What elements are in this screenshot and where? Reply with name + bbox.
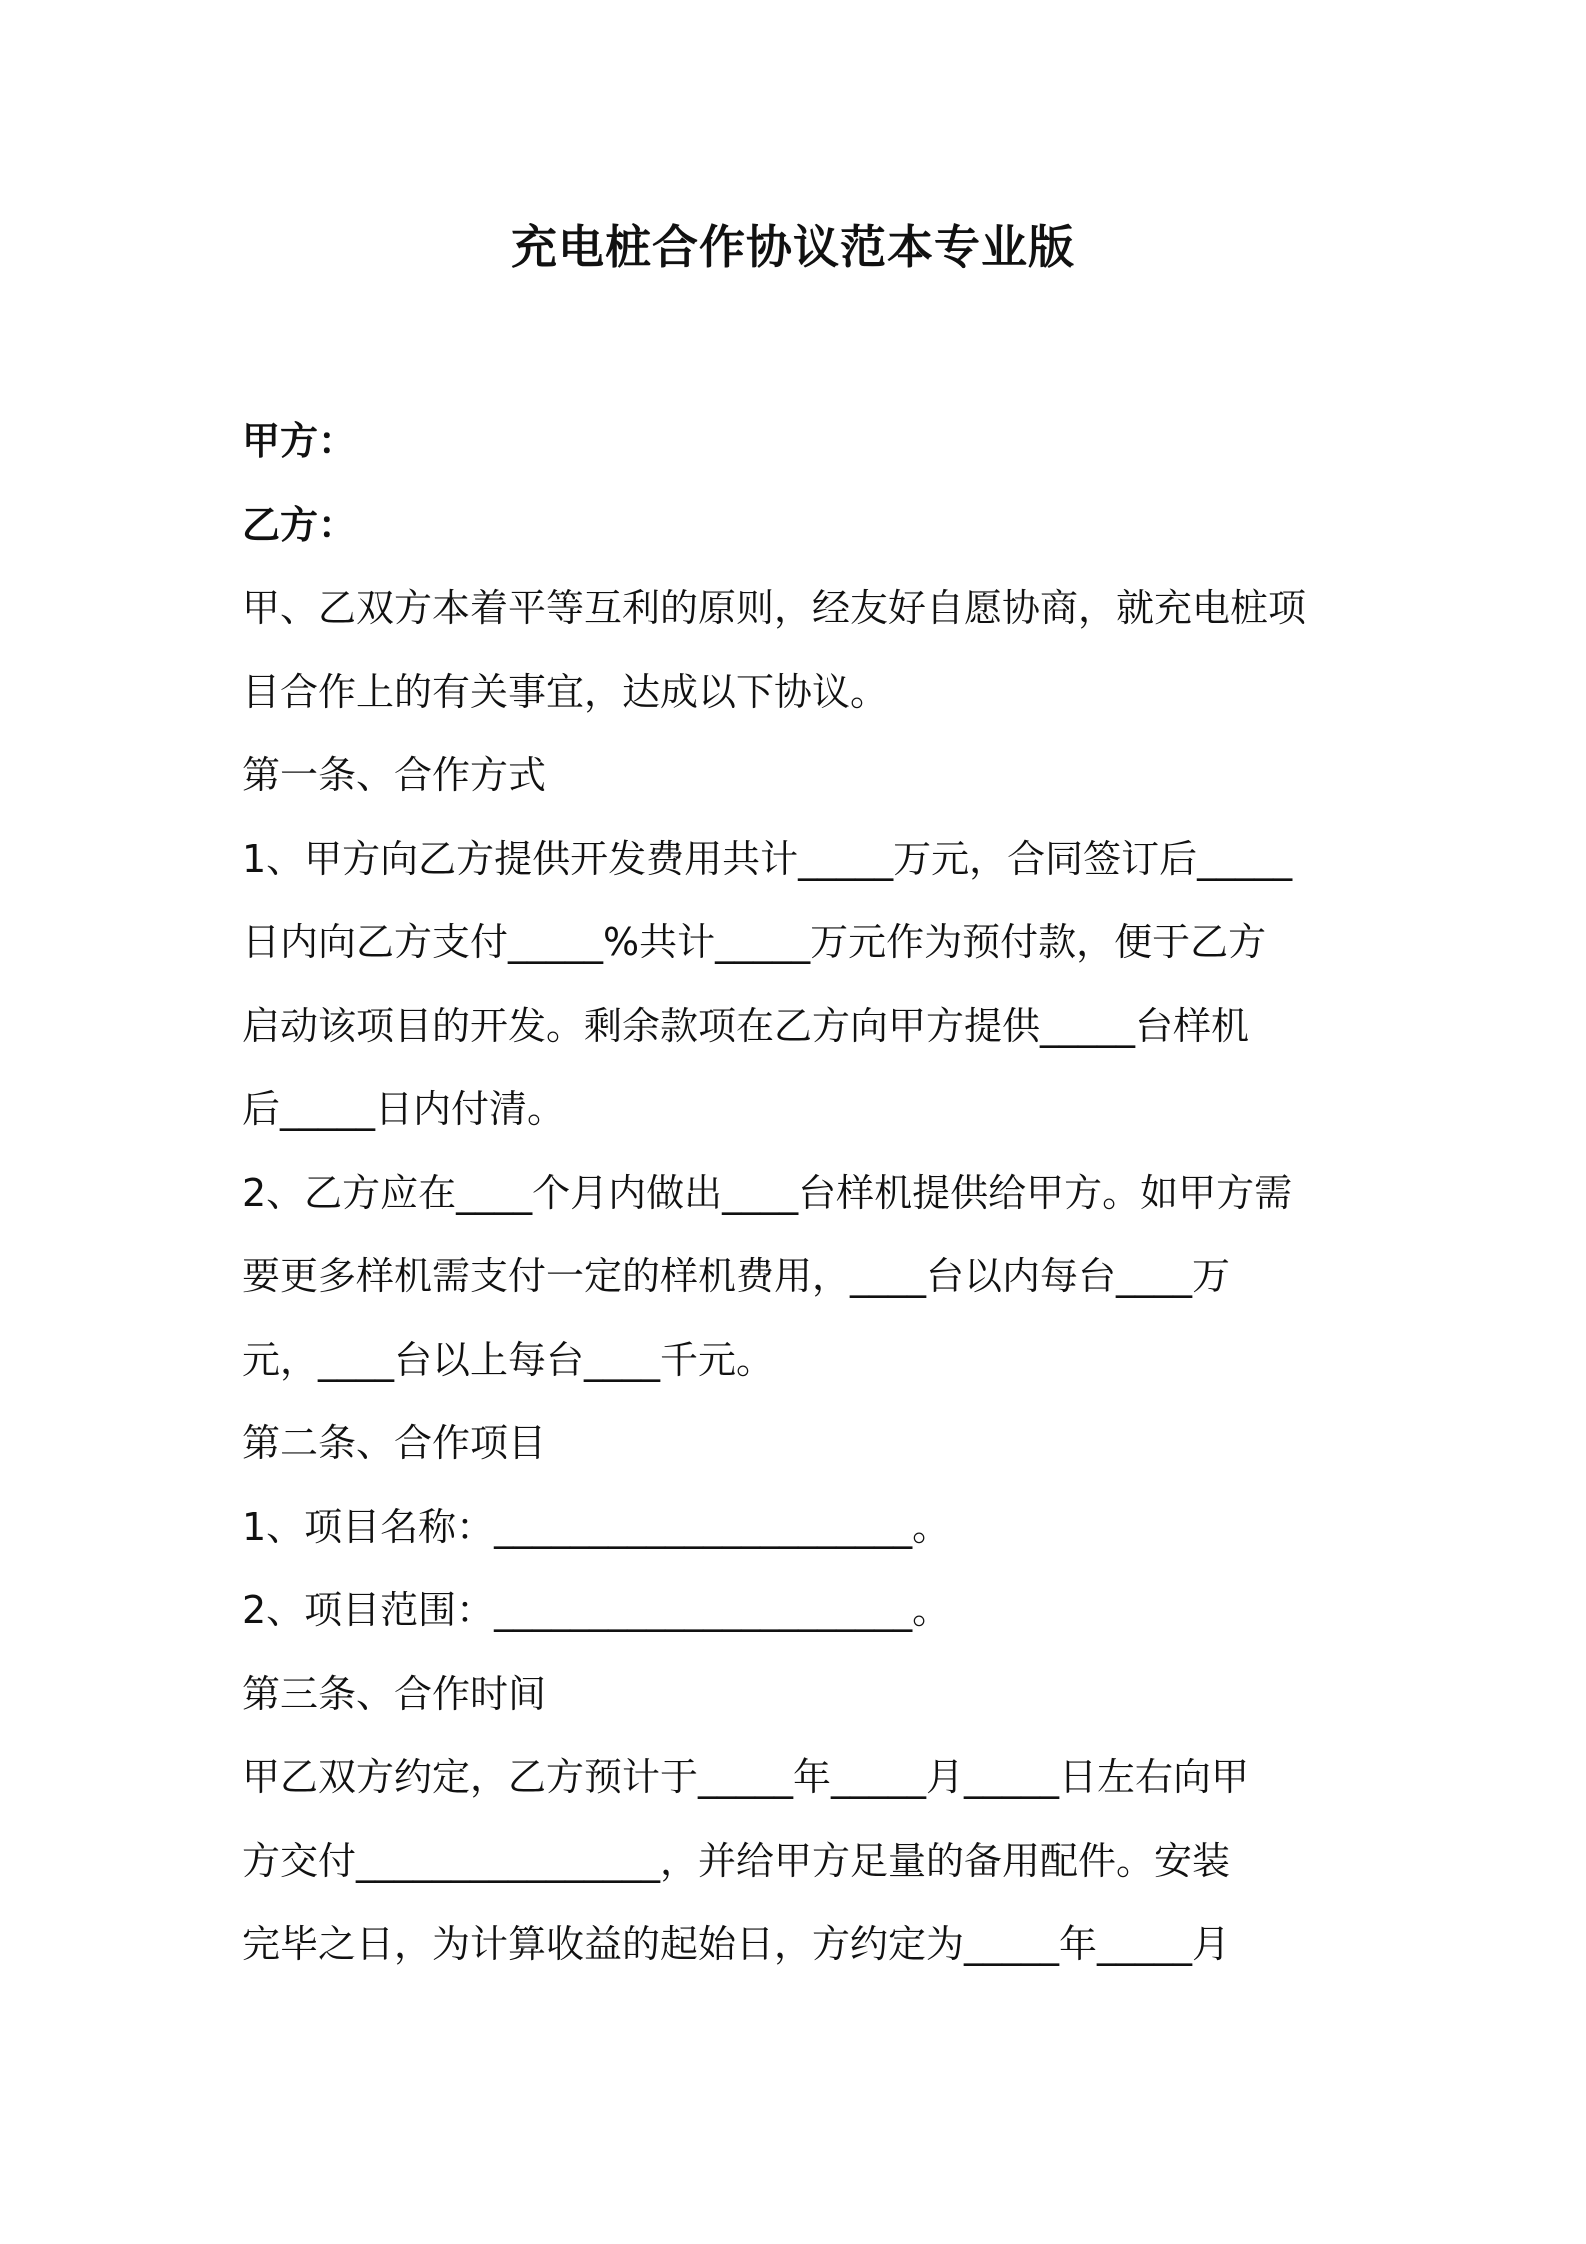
article-1-clause-2-line-1: 2、乙方应在____个月内做出____台样机提供给甲方。如甲方需 — [242, 1170, 1293, 1215]
article-1-clause-1-line-3: 启动该项目的开发。剩余款项在乙方向甲方提供_____台样机 — [242, 1003, 1250, 1048]
project-name-line: 1、项目名称：______________________。 — [242, 1504, 951, 1549]
document-title: 充电桩合作协议范本专业版 — [511, 220, 1075, 274]
article-3-line-3: 完毕之日，为计算收益的起始日，方约定为_____年_____月 — [242, 1922, 1231, 1966]
article-1-clause-2-line-2: 要更多样机需支付一定的样机费用，____台以内每台____万 — [242, 1254, 1231, 1298]
party-b-label: 乙方： — [242, 502, 357, 547]
article-2-heading: 第二条、合作项目 — [242, 1421, 547, 1465]
party-a-label: 甲方： — [242, 419, 357, 463]
preamble-line-2: 目合作上的有关事宜，达成以下协议。 — [242, 669, 889, 714]
article-1-clause-1-line-2: 日内向乙方支付_____%共计_____万元作为预付款，便于乙方 — [242, 920, 1267, 964]
article-1-clause-2-line-3: 元，____台以上每台____千元。 — [242, 1337, 775, 1382]
article-1-heading: 第一条、合作方式 — [242, 753, 547, 797]
document-body — [242, 400, 1354, 1987]
project-scope-line: 2、项目范围：______________________。 — [242, 1588, 951, 1632]
article-1-clause-1-line-4: 后_____日内付清。 — [242, 1087, 566, 1131]
article-1-clause-1-line-1: 1、甲方向乙方提供开发费用共计_____万元，合同签订后_____ — [242, 836, 1293, 881]
article-3-heading: 第三条、合作时间 — [242, 1671, 547, 1716]
article-3-line-1: 甲乙双方约定，乙方预计于_____年_____月_____日左右向甲 — [242, 1755, 1250, 1799]
preamble-line-1: 甲、乙双方本着平等互利的原则，经友好自愿协商，就充电桩项 — [242, 586, 1307, 630]
article-3-line-2: 方交付________________，并给甲方足量的备用配件。安装 — [242, 1838, 1231, 1883]
